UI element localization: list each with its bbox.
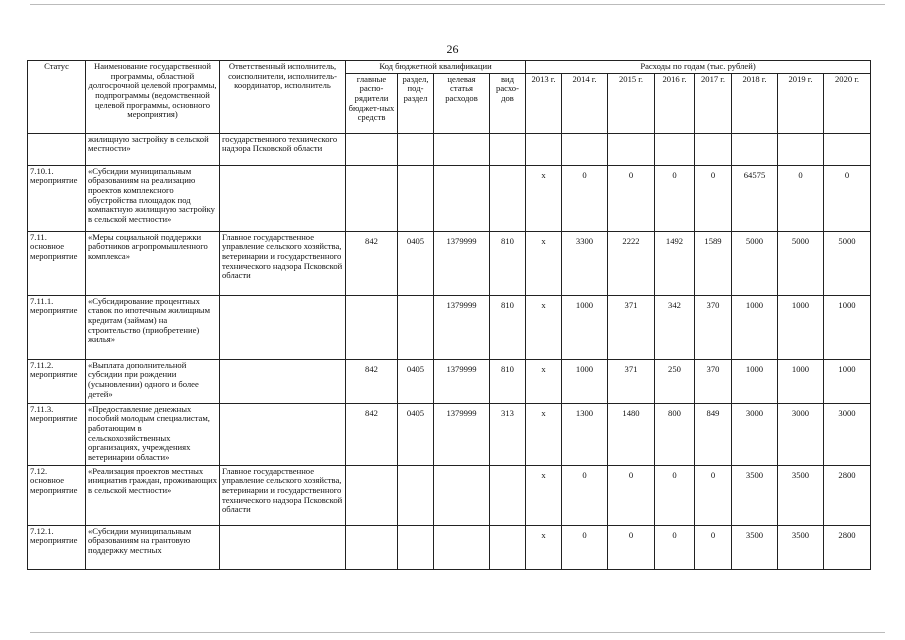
row-article: 1379999 xyxy=(434,295,490,359)
row-section xyxy=(398,465,434,525)
header-budget-code: Код бюджетной квалификации xyxy=(346,61,526,74)
row-executor xyxy=(220,403,346,465)
table-row xyxy=(28,231,871,295)
header-year-2014: 2014 г. xyxy=(562,73,608,133)
table-row xyxy=(28,525,871,569)
row-year-value xyxy=(778,133,824,165)
header-executor: Ответственный исполнитель, соисполнители, исполнитель-координатор, исполнитель xyxy=(220,61,346,134)
row-expense-type xyxy=(490,133,526,165)
row-grbs xyxy=(346,165,398,231)
row-year-value: 849 xyxy=(695,403,732,465)
row-year-value: 0 xyxy=(778,165,824,231)
row-expense-type: 313 xyxy=(490,403,526,465)
row-status-cell xyxy=(28,133,86,165)
row-year-value: 1000 xyxy=(732,359,778,403)
table-row xyxy=(28,465,871,525)
row-number: 7.11.3. xyxy=(30,403,54,414)
row-number: 7.11.1. xyxy=(30,295,54,306)
row-executor xyxy=(220,525,346,569)
row-name: «Выплата дополнительной субсидии при рождении (усыновлении) одного и более детей» xyxy=(86,359,220,403)
row-number: 7.10.1. xyxy=(30,165,54,176)
row-status-cell xyxy=(28,359,86,403)
row-section xyxy=(398,165,434,231)
scan-edge-top xyxy=(30,4,885,5)
row-year-value: 800 xyxy=(655,403,695,465)
row-status: основное мероприятие xyxy=(30,241,78,261)
row-year-value: 0 xyxy=(562,165,608,231)
row-year-value: 370 xyxy=(695,359,732,403)
row-article: 1379999 xyxy=(434,359,490,403)
row-year-value: 2800 xyxy=(824,465,871,525)
row-expense-type xyxy=(490,165,526,231)
row-grbs xyxy=(346,133,398,165)
row-year-value xyxy=(655,133,695,165)
row-year-value: х xyxy=(526,165,562,231)
row-year-value: 3500 xyxy=(778,465,824,525)
scan-edge-bottom xyxy=(30,632,885,633)
row-name: «Предоставление денежных пособий молодым специалистам, работающим в сельскохозяйственных организациях, учреждениях ветеринарии области» xyxy=(86,403,220,465)
row-year-value: 3000 xyxy=(732,403,778,465)
row-year-value: 0 xyxy=(608,525,655,569)
row-name: «Меры социальной поддержки работников агропромышленного комплекса» xyxy=(86,231,220,295)
row-year-value: 1480 xyxy=(608,403,655,465)
row-year-value: 1000 xyxy=(824,359,871,403)
row-year-value: 0 xyxy=(655,525,695,569)
row-status-cell xyxy=(28,525,86,569)
row-grbs xyxy=(346,465,398,525)
row-status: мероприятие xyxy=(30,305,78,316)
row-name: жилищную застройку в сельской местности» xyxy=(86,133,220,165)
row-year-value: 0 xyxy=(695,165,732,231)
row-article xyxy=(434,165,490,231)
row-year-value: 5000 xyxy=(778,231,824,295)
row-year-value: х xyxy=(526,403,562,465)
row-year-value: 3000 xyxy=(824,403,871,465)
row-executor: Главное государственное управление сельского хозяйства, ветеринарии и государственного технического надзора Псковской области xyxy=(220,231,346,295)
row-year-value: 1000 xyxy=(562,295,608,359)
row-year-value xyxy=(526,133,562,165)
header-year-2018: 2018 г. xyxy=(732,73,778,133)
row-year-value: 3300 xyxy=(562,231,608,295)
row-grbs: 842 xyxy=(346,359,398,403)
budget-table xyxy=(27,60,871,570)
row-year-value: 250 xyxy=(655,359,695,403)
row-year-value: 1000 xyxy=(778,359,824,403)
header-year-2020: 2020 г. xyxy=(824,73,871,133)
row-year-value: 1589 xyxy=(695,231,732,295)
page-number: 26 xyxy=(446,42,459,56)
row-year-value xyxy=(562,133,608,165)
header-year-2019: 2019 г. xyxy=(778,73,824,133)
row-year-value: 1000 xyxy=(778,295,824,359)
row-status: мероприятие xyxy=(30,175,78,186)
row-year-value: 0 xyxy=(562,525,608,569)
header-section: раздел, под-раздел xyxy=(398,73,434,133)
row-status-cell xyxy=(28,231,86,295)
row-year-value: 0 xyxy=(655,165,695,231)
row-section xyxy=(398,133,434,165)
row-year-value: 3000 xyxy=(778,403,824,465)
row-section: 0405 xyxy=(398,403,434,465)
row-year-value: 5000 xyxy=(732,231,778,295)
row-year-value: х xyxy=(526,359,562,403)
row-section: 0405 xyxy=(398,231,434,295)
row-year-value: х xyxy=(526,465,562,525)
row-year-value: 1300 xyxy=(562,403,608,465)
row-year-value: 0 xyxy=(695,465,732,525)
table-row xyxy=(28,165,871,231)
row-section xyxy=(398,525,434,569)
row-number: 7.12. xyxy=(30,465,48,476)
row-name: «Реализация проектов местных инициатив граждан, проживающих в сельской местности» xyxy=(86,465,220,525)
row-expense-type xyxy=(490,525,526,569)
row-article xyxy=(434,465,490,525)
row-executor: Главное государственное управление сельского хозяйства, ветеринарии и государственного технического надзора Псковской области xyxy=(220,465,346,525)
row-year-value: 0 xyxy=(824,165,871,231)
row-grbs: 842 xyxy=(346,403,398,465)
header-grbs: главные распо-рядители бюджет-ных средств xyxy=(346,73,398,133)
row-number: 7.11. xyxy=(30,231,47,242)
row-year-value: 371 xyxy=(608,295,655,359)
row-year-value: х xyxy=(526,231,562,295)
row-year-value: 3500 xyxy=(732,525,778,569)
row-executor xyxy=(220,165,346,231)
row-executor xyxy=(220,295,346,359)
row-year-value: 1000 xyxy=(562,359,608,403)
row-year-value: 0 xyxy=(655,465,695,525)
row-name: «Субсидирование процентных ставок по ипотечным жилищным кредитам (займам) на строительство (приобретение) жилья» xyxy=(86,295,220,359)
row-status-cell xyxy=(28,403,86,465)
row-article: 1379999 xyxy=(434,231,490,295)
row-year-value: 0 xyxy=(608,165,655,231)
row-year-value: 0 xyxy=(562,465,608,525)
row-year-value: 3500 xyxy=(732,465,778,525)
header-status: Статус xyxy=(28,61,86,134)
row-expense-type: 810 xyxy=(490,231,526,295)
row-status: мероприятие xyxy=(30,369,78,380)
row-status-cell xyxy=(28,165,86,231)
row-year-value: х xyxy=(526,525,562,569)
row-year-value: 5000 xyxy=(824,231,871,295)
row-status-cell xyxy=(28,465,86,525)
row-year-value: 3500 xyxy=(778,525,824,569)
row-executor: государственного технического надзора Псковской области xyxy=(220,133,346,165)
row-year-value: 2222 xyxy=(608,231,655,295)
row-expense-type: 810 xyxy=(490,359,526,403)
row-number: 7.12.1. xyxy=(30,525,54,536)
row-year-value: 342 xyxy=(655,295,695,359)
header-year-2017: 2017 г. xyxy=(695,73,732,133)
row-status: мероприятие xyxy=(30,413,78,424)
row-grbs xyxy=(346,295,398,359)
row-year-value xyxy=(824,133,871,165)
row-executor xyxy=(220,359,346,403)
row-year-value: 2800 xyxy=(824,525,871,569)
row-section xyxy=(398,295,434,359)
row-year-value: 371 xyxy=(608,359,655,403)
header-article: целевая статья расходов xyxy=(434,73,490,133)
row-status: основное мероприятие xyxy=(30,475,78,495)
header-year-2013: 2013 г. xyxy=(526,73,562,133)
row-year-value xyxy=(608,133,655,165)
row-name: «Субсидии муниципальным образованиям на реализацию проектов комплексного обустройства площадок под компактную жилищную застройку в сельской местности» xyxy=(86,165,220,231)
row-expense-type: 810 xyxy=(490,295,526,359)
row-article xyxy=(434,525,490,569)
row-year-value: 0 xyxy=(695,525,732,569)
row-expense-type xyxy=(490,465,526,525)
table-row xyxy=(28,359,871,403)
header-year-2015: 2015 г. xyxy=(608,73,655,133)
row-year-value: х xyxy=(526,295,562,359)
row-article: 1379999 xyxy=(434,403,490,465)
row-year-value: 1492 xyxy=(655,231,695,295)
header-year-2016: 2016 г. xyxy=(655,73,695,133)
row-year-value: 0 xyxy=(608,465,655,525)
row-section: 0405 xyxy=(398,359,434,403)
header-expenses: Расходы по годам (тыс. рублей) xyxy=(526,61,871,74)
row-year-value xyxy=(695,133,732,165)
row-year-value: 64575 xyxy=(732,165,778,231)
header-name: Наименование государственной программы, областной долгосрочной целевой программы, подпрограммы (ведомственной целевой программы, основного мероприятия) xyxy=(86,61,220,134)
row-year-value: 1000 xyxy=(824,295,871,359)
table-row xyxy=(28,133,871,165)
row-status-cell xyxy=(28,295,86,359)
table-row xyxy=(28,295,871,359)
row-grbs: 842 xyxy=(346,231,398,295)
header-expense-type: вид расхо-дов xyxy=(490,73,526,133)
row-grbs xyxy=(346,525,398,569)
row-year-value xyxy=(732,133,778,165)
row-year-value: 1000 xyxy=(732,295,778,359)
row-number: 7.11.2. xyxy=(30,359,54,370)
row-status: мероприятие xyxy=(30,535,78,546)
row-article xyxy=(434,133,490,165)
row-name: «Субсидии муниципальным образованиям на грантовую поддержку местных xyxy=(86,525,220,569)
table-row xyxy=(28,403,871,465)
row-year-value: 370 xyxy=(695,295,732,359)
